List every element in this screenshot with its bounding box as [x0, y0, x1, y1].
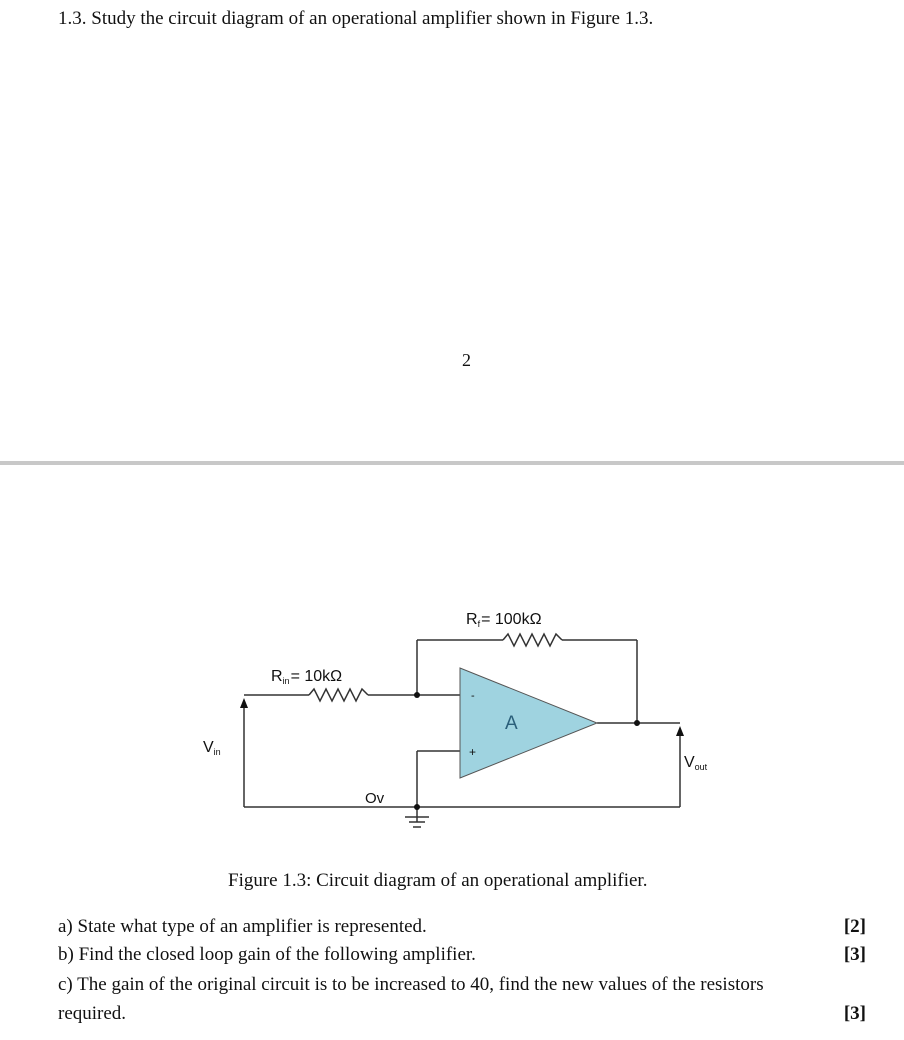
rin-resistor [309, 689, 368, 701]
amp-label: A [505, 713, 518, 734]
page-divider [0, 461, 904, 465]
rf-label: Rf= 100kΩ [466, 611, 542, 629]
marks-c: [3] [843, 1003, 866, 1024]
vout-label: Vout [684, 754, 708, 772]
marks-a: [2] [843, 916, 866, 937]
rin-label: Rin= 10kΩ [271, 668, 343, 686]
junction-dot [414, 692, 420, 698]
vin-label: Vin [203, 739, 221, 757]
question-heading: 1.3. Study the circuit diagram of an operational amplifier shown in Figure 1.3. [58, 8, 654, 29]
ground-label: Ov [365, 790, 385, 807]
marks-b: [3] [843, 944, 866, 965]
junction-dot [414, 804, 420, 810]
page-number: 2 [462, 350, 471, 370]
rf-resistor [503, 634, 562, 646]
subquestion-a: a) State what type of an amplifier is represented. [58, 916, 427, 937]
subquestion-c-continued: required. [58, 1003, 127, 1024]
subquestion-b: b) Find the closed loop gain of the following amplifier. [58, 944, 476, 965]
subquestion-c: c) The gain of the original circuit is to be increased to 40, find the new values of the resistors [58, 974, 764, 995]
junction-dot [634, 720, 640, 726]
circuit-diagram [0, 590, 904, 840]
plus-sign: + [469, 745, 477, 759]
vin-arrowhead [240, 698, 248, 708]
vout-arrowhead [676, 726, 684, 736]
figure-caption: Figure 1.3: Circuit diagram of an operational amplifier. [228, 870, 648, 891]
op-amp-triangle [460, 668, 597, 778]
minus-sign: - [471, 690, 475, 702]
